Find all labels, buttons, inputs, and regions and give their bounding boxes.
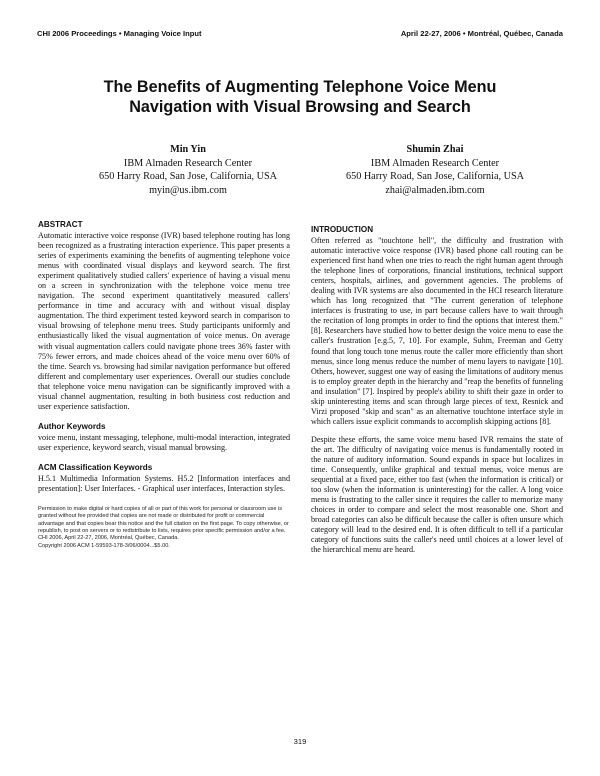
right-column xyxy=(311,225,563,555)
left-column xyxy=(38,220,290,550)
intro-paragraph-2: Despite these efforts, the same voice menu based IVR remains the state of the art. The difficulty of navigating voice menus is fundamentally rooted in the nature of auditory information. Sound expands in space but localizes in time. Consequently, unlike graphical and textual menus, voice menus are sequential at a fixed pace, either too fast (when the information is critical) or too slow (when the information is uninteresting) for the caller. A long voice menu is frustrating to the caller since it requires the caller to memorize many choices in order to compare and select the most reasonable one. Short and broad categories can also be difficult because the caller is often unsure which category will lead to the desired end. It is often difficult to tell if a particular category of functions suits the caller's need until choices at a lower level of the hierarchical menu are heard. xyxy=(311,434,563,555)
author-affiliation: IBM Almaden Research Center xyxy=(123,157,253,169)
copyright-line: Copyright 2006 ACM 1-59593-178-3/06/0004...$5.00. xyxy=(38,542,170,549)
title-line-2: Navigation with Visual Browsing and Search xyxy=(129,98,471,116)
conference-line: CHI 2006, April 22-27, 2006, Montréal, Québec, Canada. xyxy=(38,535,179,542)
author-email: myin@us.ibm.com xyxy=(149,184,227,196)
author-name: Min Yin xyxy=(170,144,206,155)
acm-heading: ACM Classification Keywords xyxy=(38,462,153,472)
author-name: Shumin Zhai xyxy=(406,144,464,155)
abstract-heading: ABSTRACT xyxy=(38,220,83,229)
author-address: 650 Harry Road, San Jose, California, USA xyxy=(99,171,277,182)
keywords-text: voice menu, instant messaging, telephone, multi-modal interaction, integrated user experience, keyword search, visual manual browsing. xyxy=(38,432,290,452)
paper-title xyxy=(40,77,560,117)
abstract-text: Automatic interactive voice response (IVR) based telephone routing has long been recognized as a frustrating interaction experience. This paper presents a series of experiments examining the benefits of augmenting telephone voice menus with coordinated visual displays and keyword search. The first experiment qualitatively studied callers' experience of having a visual menu on a screen in synchronization with the telephone voice menu tree navigation. The second experiment quantitatively measured callers' performance in time and accuracy with and without visual display augmentation. The third experiment tested keyword search in comparison to visual browsing of telephone menu trees. Study participants uniformly and enthusiastically liked the visual augmentation of voice menus. On average with visual augmentation callers could navigate phone trees 36% faster with 75% fewer errors, and made choices ahead of the voice menu over 60% of the time. Search vs. browsing had similar navigation performance but offered different and complementary user experiences. Overall our studies conclude that telephone voice menu navigation can be significantly improved with a visual channel augmentation, resulting in both business cost reduction and user experience satisfaction. xyxy=(38,231,290,411)
permission-text: Permission to make digital or hard copies of all or part of this work for personal or classroom use is granted without fee provided that copies are not made or distributed for profit or commercial advantage and that copies bear this notice and the full citation on the first page. To copy otherwise, or republish, to post on servers or to redistribute to lists, requires prior specific permission and/or a fee. xyxy=(38,506,289,534)
author-email: zhai@almaden.ibm.com xyxy=(385,184,485,196)
header-left: CHI 2006 Proceedings • Managing Voice Input xyxy=(37,29,202,38)
introduction-heading: INTRODUCTION xyxy=(311,225,374,234)
page-number: 319 xyxy=(293,737,307,746)
acm-text: H.5.1 Multimedia Information Systems. H5.2 [Information interfaces and presentation]: User Interfaces. - Graphical user interfaces, Interaction styles. xyxy=(38,473,290,493)
title-line-1: The Benefits of Augmenting Telephone Voice Menu xyxy=(103,78,497,96)
copyright-notice xyxy=(38,506,290,550)
intro-paragraph-1: Often referred as "touchtone hell", the difficulty and frustration with automatic interactive voice response (IVR) based phone call routing can be experienced first hand when one tries to reach the right human agent through the telephone lines of corporations, financial institutions, technical support centers, hospitals, airlines, and government agencies. The problems of dealing with IVR systems are also documented in the HCI research literature which has long recognized that "The current generation of telephone interfaces is frustrating to use, in part because callers have to wait through the recitation of long prompts in order to find the options that interest them." [8]. Researchers have studied how to better design the voice menu to ease the caller's frustration [e.g.5, 7, 10]. For example, Suhm, Freeman and Getty found that long touch tone menus route the caller more efficiently than short menus, since long menus reduce the number of menu layers to navigate [10]. Others, however, suggest one way of easing the limitations of auditory menus is to employ greater depth in the hierarchy and "reap the benefits of funneling and insulation" [7]. Inspired by people's ability to shift their gaze in order to skip uninteresting items and scan through large pieces of text, Resnick and Virzi proposed "skip and scan" as an alternative touchtone interface style in which callers issue explicit commands to accomplish skipping actions [8]. xyxy=(311,236,563,426)
header-right: April 22-27, 2006 • Montréal, Québec, Canada xyxy=(400,29,563,38)
author-block-1 xyxy=(68,143,308,197)
author-affiliation: IBM Almaden Research Center xyxy=(370,157,500,169)
keywords-heading: Author Keywords xyxy=(38,421,106,431)
author-address: 650 Harry Road, San Jose, California, USA xyxy=(346,171,524,182)
author-block-2 xyxy=(315,143,555,197)
running-header xyxy=(37,29,563,38)
